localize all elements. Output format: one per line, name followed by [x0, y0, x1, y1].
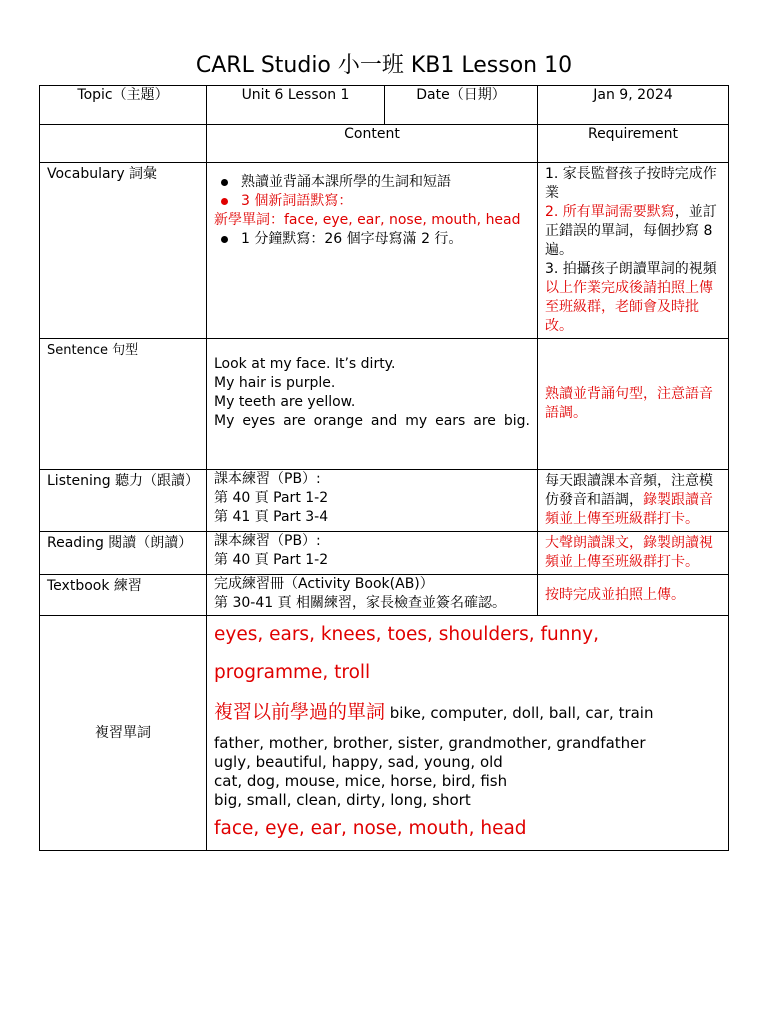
sentence-row	[40, 339, 729, 470]
sentence-line-1: Look at my face. It’s dirty.	[214, 356, 396, 372]
listening-requirement	[538, 470, 729, 532]
listening-line-3: 第 41 頁 Part 3-4	[214, 509, 329, 525]
review-line-2: programme, troll	[214, 662, 371, 683]
review-content	[207, 616, 729, 851]
reading-line-1: 課本練習（PB）:	[214, 533, 321, 549]
textbook-requirement: 按時完成並拍照上傳。	[538, 575, 729, 616]
reading-content	[207, 532, 538, 575]
topic-label: Topic（主題）	[40, 86, 207, 125]
review-line-1: eyes, ears, knees, toes, shoulders, funny,	[214, 624, 599, 645]
vocabulary-row	[40, 163, 729, 339]
textbook-line-1: 完成練習冊（Activity Book(AB)）	[214, 576, 434, 592]
review-line-8: face, eye, ear, nose, mouth, head	[214, 818, 527, 839]
header-row	[40, 86, 729, 125]
vocabulary-req-2	[545, 203, 721, 260]
reading-line-2: 第 40 頁 Part 1-2	[214, 552, 329, 568]
review-lead: 複習以前學過的單詞	[214, 701, 386, 723]
listening-row	[40, 470, 729, 532]
vocabulary-requirement	[538, 163, 729, 339]
review-line-4: father, mother, brother, sister, grandmother, grandfather	[214, 734, 646, 752]
vocabulary-new-words: 新學單詞：face, eye, ear, nose, mouth, head	[214, 212, 521, 228]
page-title: CARL Studio 小一班 KB1 Lesson 10	[195, 53, 573, 78]
sentence-line-2: My hair is purple.	[214, 375, 336, 391]
topic-value: Unit 6 Lesson 1	[207, 86, 385, 125]
textbook-row	[40, 575, 729, 616]
date-value: Jan 9, 2024	[538, 86, 729, 125]
review-line-7: big, small, clean, dirty, long, short	[214, 791, 471, 809]
vocabulary-bullet-2: 3 個新詞語默寫：	[214, 192, 530, 211]
sentence-requirement: 熟讀並背誦句型，注意語音語調。	[538, 339, 729, 470]
review-label: 複習單詞	[40, 616, 207, 851]
listening-content	[207, 470, 538, 532]
listening-req-black: 每天跟讀課本音頻，注意模仿發音和語調，	[545, 473, 713, 508]
vocabulary-bullet-1: 熟讀並背誦本課所學的生詞和短語	[214, 173, 530, 192]
listening-req-red: 錄製跟讀音頻並上傳至班級群打卡。	[545, 492, 713, 527]
textbook-content	[207, 575, 538, 616]
reading-label: Reading 閱讀（朗讀）	[40, 532, 207, 575]
vocabulary-label: Vocabulary 詞彙	[40, 163, 207, 339]
reading-requirement: 大聲朗讀課文，錄製朗讀視頻並上傳至班級群打卡。	[538, 532, 729, 575]
sentence-line-3: My teeth are yellow.	[214, 394, 356, 410]
listening-label: Listening 聽力（跟讀）	[40, 470, 207, 532]
review-line-5: ugly, beautiful, happy, sad, young, old	[214, 753, 503, 771]
column-header-row	[40, 125, 729, 163]
review-line-6: cat, dog, mouse, mice, horse, bird, fish	[214, 772, 508, 790]
listening-line-2: 第 40 頁 Part 1-2	[214, 490, 329, 506]
sentence-content	[207, 339, 538, 470]
textbook-label: Textbook 練習	[40, 575, 207, 616]
reading-row	[40, 532, 729, 575]
sentence-label: Sentence 句型	[40, 339, 207, 470]
vocabulary-bullet-3: 1 分鐘默寫：26 個字母寫滿 2 行。	[214, 230, 530, 249]
vocabulary-req-4: 以上作業完成後請拍照上傳至班級群，老師會及時批改。	[545, 280, 713, 334]
review-line-3: bike, computer, doll, ball, car, train	[385, 704, 654, 722]
date-label: Date（日期）	[385, 86, 538, 125]
requirement-header: Requirement	[538, 125, 729, 163]
vocabulary-req-3: 3. 拍攝孩子朗讀單詞的視頻	[545, 261, 717, 277]
content-header: Content	[207, 125, 538, 163]
lesson-table	[39, 85, 729, 851]
textbook-line-2: 第 30-41 頁 相關練習，家長檢查並簽名確認。	[214, 595, 507, 611]
vocabulary-req-2-black: ，並訂正錯誤的單詞，每個抄寫 8 遍。	[545, 204, 717, 258]
review-row	[40, 616, 729, 851]
vocabulary-req-2-red: 2. 所有單詞需要默寫	[545, 204, 675, 220]
review-line-3-wrap	[214, 692, 721, 734]
listening-line-1: 課本練習（PB）:	[214, 471, 321, 487]
empty-header-cell	[40, 125, 207, 163]
vocabulary-req-1: 1. 家長監督孩子按時完成作業	[545, 166, 717, 201]
sentence-line-4: My eyes are orange and my ears are big.	[214, 413, 530, 429]
vocabulary-content	[207, 163, 538, 339]
